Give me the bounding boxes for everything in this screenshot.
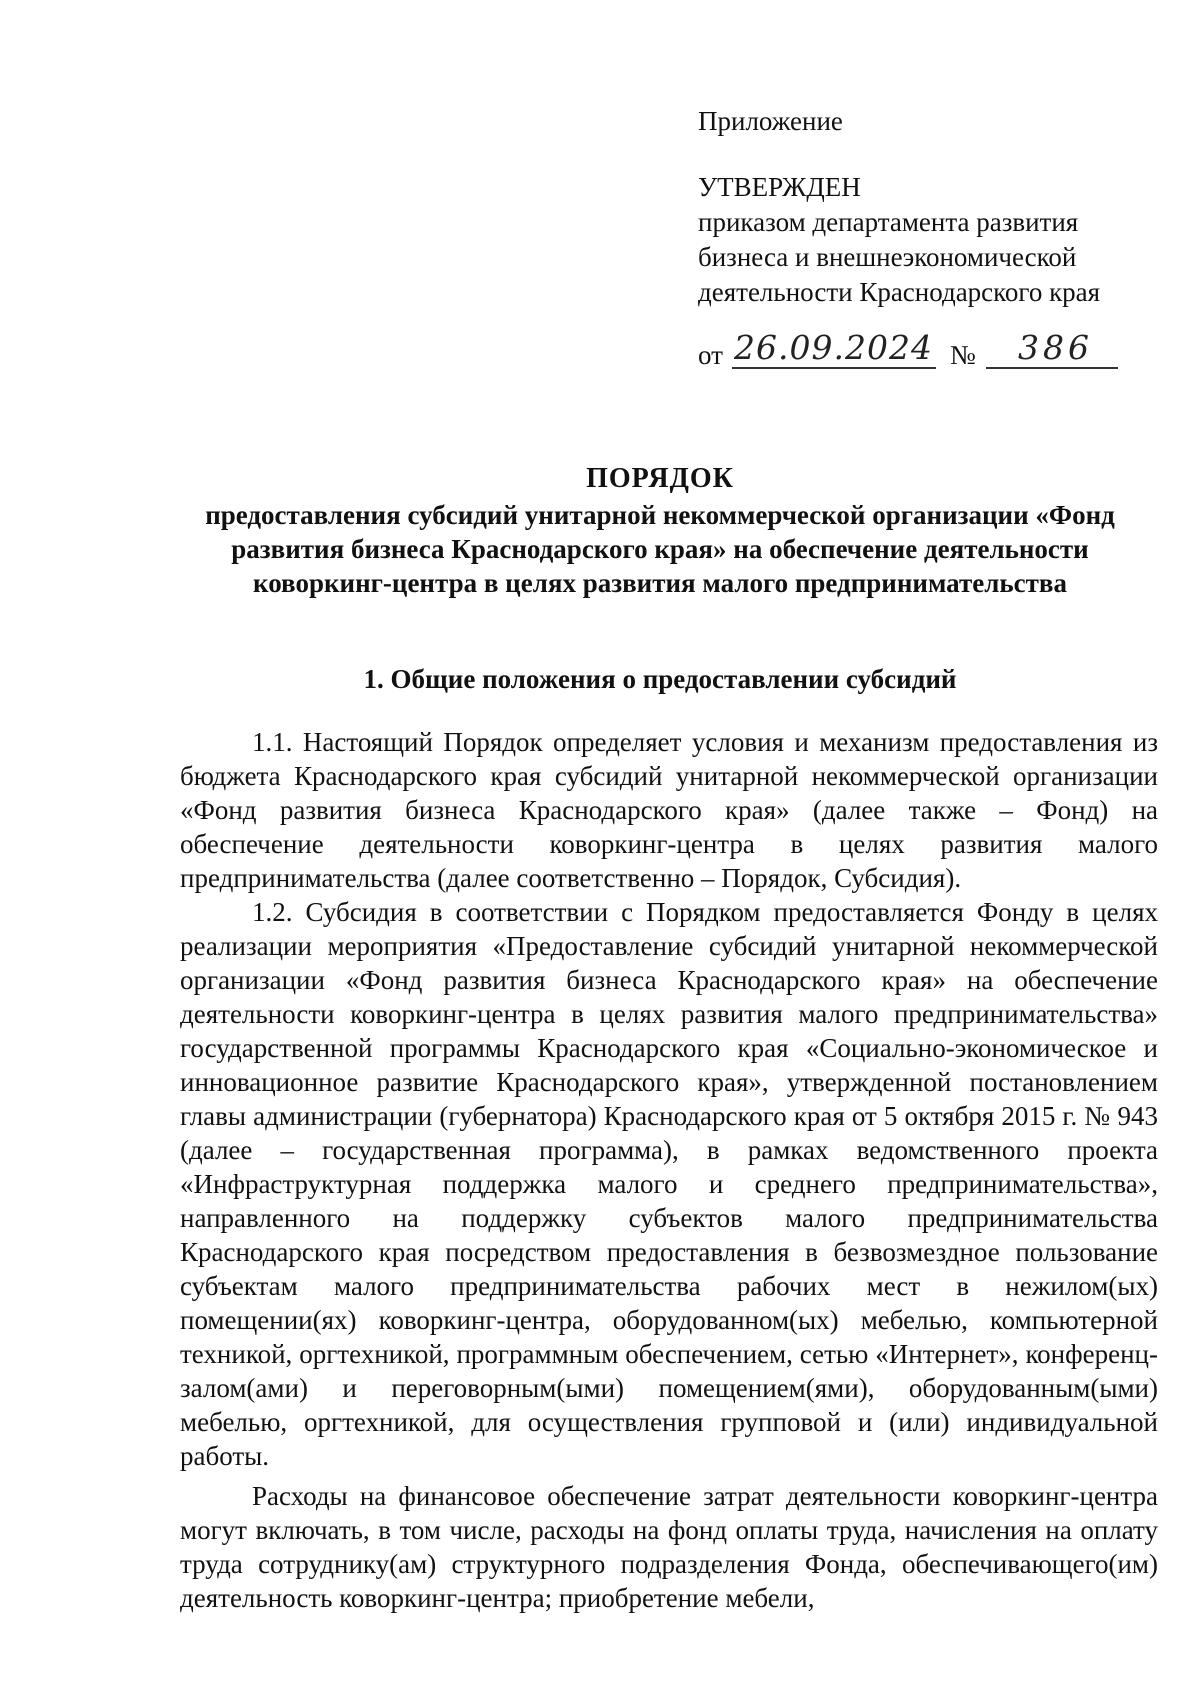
number-underline [986, 367, 1118, 369]
date-prefix: от [698, 340, 723, 370]
number-sign: № [950, 340, 976, 370]
document-title [160, 462, 1160, 600]
handwritten-number: 386 [1018, 328, 1093, 367]
handwritten-date: 26.09.2024 [734, 328, 933, 367]
title-main: ПОРЯДОК [586, 463, 734, 494]
approval-block [698, 104, 1138, 310]
title-subtitle: предоставления субсидий унитарной некоммерческой организации «Фонд развития бизнеса Краснодарского края» на обеспечение деятельности коворкинг-центра в целях развития малого предпринимательства [205, 500, 1115, 598]
order-date-number-line [698, 328, 1138, 372]
appendix-label: Приложение [698, 106, 843, 136]
approved-label: УТВЕРЖДЕН [698, 172, 861, 202]
paragraph-1-2: 1.2. Субсидия в соответствии с Порядком предоставляется Фонду в целях реализации мероприятия «Предоставление субсидий унитарной некоммерческой организации «Фонд развития бизнеса Краснодарского края» на обеспечение деятельности коворкинг-центра в целях развития малого предпринимательства» государственной программы Краснодарского края «Социально-экономическое и инновационное развитие Краснодарского края», утвержденной постановлением главы администрации (губернатора) Краснодарского края от 5 октября 2015 г. № 943 (далее – государственная программа), в рамках ведомственного проекта «Инфраструктурная поддержка малого и среднего предпринимательства», направленного на поддержку субъектов малого предпринимательства Краснодарского края посредством предоставления в безвозмездное пользование субъектам малого предпринимательства рабочих мест в нежилом(ых) помещении(ях) коворкинг-центра, оборудованном(ых) мебелью, компьютерной техникой, оргтехникой, программным обеспечением, сетью «Интернет», конференц-залом(ами) и переговорным(ыми) помещением(ями), оборудованным(ыми) мебелью, оргтехникой, для осуществления групповой и (или) индивидуальной работы. [180, 897, 1158, 1471]
paragraph-1-1: 1.1. Настоящий Порядок определяет условия и механизм предоставления из бюджета Краснодарского края субсидий унитарной некоммерческой организации «Фонд развития бизнеса Краснодарского края» (далее также – Фонд) на обеспечение деятельности коворкинг-центра в целях развития малого предпринимательства (далее соответственно – Порядок, Субсидия). [180, 727, 1158, 893]
paragraph-expenses: Расходы на финансовое обеспечение затрат деятельности коворкинг-центра могут включать, в том числе, расходы на фонд оплаты труда, начисления на оплату труда сотруднику(ам) структурного подразделения Фонда, обеспечивающего(им) деятельность коворкинг-центра; приобретение мебели, [180, 1481, 1158, 1613]
section-heading: 1. Общие положения о предоставлении субсидий [363, 664, 957, 694]
document-body [180, 725, 1158, 1615]
approving-authority: приказом департамента развития бизнеса и внешнеэкономической деятельности Краснодарского края [698, 207, 1101, 307]
date-underline [732, 367, 936, 369]
